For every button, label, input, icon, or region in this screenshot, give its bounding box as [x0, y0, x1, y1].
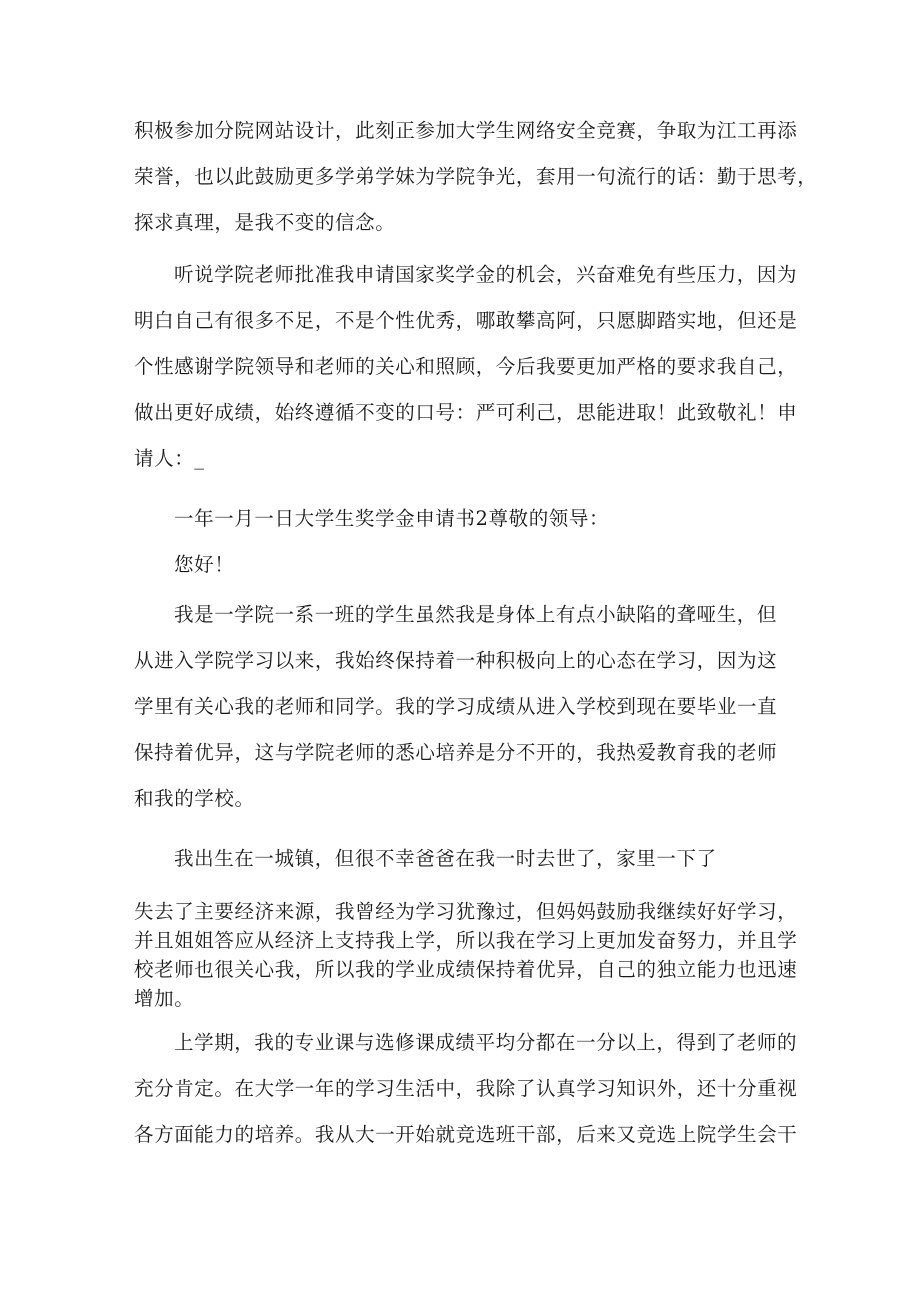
- text-line: 做出更好成绩，始终遵循不变的口号：严可利己，思能进取！此致敬礼！申: [134, 401, 798, 424]
- paragraph-3: [134, 496, 794, 542]
- text-line: 我出生在一城镇，但很不幸爸爸在我一时去世了，家里一下了: [174, 847, 717, 870]
- text-line: 失去了主要经济来源，我曾经为学习犹豫过，但妈妈鼓励我继续好好学习，: [134, 900, 798, 923]
- text-line: 荣誉，也以此鼓励更多学弟学妹为学院争光，套用一句流行的话：勤于思考，: [134, 165, 818, 188]
- text-line: 探求真理，是我不变的信念。: [134, 211, 396, 234]
- text-line: 上学期，我的专业课与选修课成绩平均分都在一分以上，得到了老师的: [174, 1031, 798, 1054]
- text-line: 一年一月一日大学生奖学金申请书2尊敬的领导：: [174, 507, 610, 530]
- paragraph-1: [134, 108, 818, 246]
- text-line: 从进入学院学习以来，我始终保持着一种积极向上的心态在学习，因为这: [134, 649, 778, 672]
- text-line: 积极参加分院网站设计，此刻正参加大学生网络安全竞赛，争取为江工再添: [134, 119, 798, 142]
- text-line: 充分肯定。在大学一年的学习生活中，我除了认真学习知识外，还十分重视: [134, 1077, 798, 1100]
- paragraph-5: [134, 592, 794, 822]
- text-line: 和我的学校。: [134, 787, 255, 810]
- text-line: 您好！: [174, 553, 235, 576]
- text-line: 明白自己有很多不足，不是个性优秀，哪敢攀高阿，只愿脚踏实地，但还是: [134, 309, 798, 332]
- text-line: 各方面能力的培养。我从大一开始就竞选班干部，后来又竞选上院学生会干: [134, 1123, 798, 1146]
- paragraph-6: [134, 836, 794, 882]
- text-line: 校老师也很关心我，所以我的学业成绩保持着优异，自己的独立能力也迅速: [134, 958, 798, 981]
- text-line: 并且姐姐答应从经济上支持我上学，所以我在学习上更加发奋努力，并且学: [134, 929, 798, 952]
- paragraph-2: [134, 252, 798, 482]
- greeting: [134, 542, 794, 588]
- text-line: 听说学院老师批准我申请国家奖学金的机会，兴奋难免有些压力，因为: [174, 263, 798, 286]
- text-line: 保持着优异，这与学院老师的悉心培养是分不开的，我热爱教育我的老师: [134, 741, 778, 764]
- text-line: 个性感谢学院领导和老师的关心和照顾，今后我要更加严格的要求我自己，: [134, 355, 798, 378]
- paragraph-8: [134, 1020, 798, 1158]
- text-line: 增加。: [134, 987, 195, 1010]
- text-line: 学里有关心我的老师和同学。我的学习成绩从进入学校到现在要毕业一直: [134, 695, 778, 718]
- text-line: 请人：_: [134, 447, 205, 470]
- paragraph-7: [134, 897, 798, 1013]
- text-line: 我是一学院一系一班的学生虽然我是身体上有点小缺陷的聋哑生，但: [174, 603, 778, 626]
